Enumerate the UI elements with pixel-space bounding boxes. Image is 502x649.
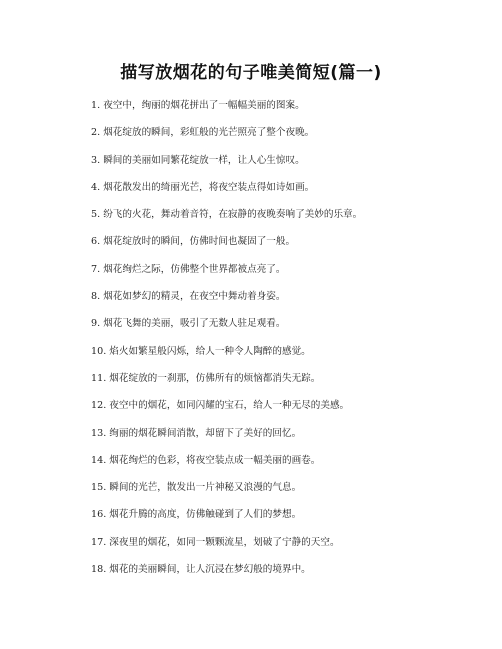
sentence-item: 17. 深夜里的烟花，如同一颗颗流星，划破了宁静的天空。 (91, 536, 340, 548)
sentence-item: 8. 烟花如梦幻的精灵，在夜空中舞动着身姿。 (91, 291, 286, 303)
sentence-item: 18. 烟花的美丽瞬间，让人沉浸在梦幻般的境界中。 (91, 564, 311, 576)
sentence-item: 14. 烟花绚烂的色彩，将夜空装点成一幅美丽的画卷。 (91, 454, 321, 466)
sentence-item: 6. 烟花绽放时的瞬间，仿佛时间也凝固了一般。 (91, 236, 296, 248)
sentence-list (91, 98, 481, 589)
sentence-item: 9. 烟花飞舞的美丽，吸引了无数人驻足观看。 (91, 318, 286, 330)
sentence-item: 12. 夜空中的烟花，如同闪耀的宝石，给人一种无尽的美感。 (91, 400, 350, 412)
document-title: 描写放烟花的句子唯美简短(篇一) (120, 63, 382, 83)
sentence-item: 16. 烟花升腾的高度，仿佛触碰到了人们的梦想。 (91, 509, 302, 521)
sentence-item: 2. 烟花绽放的瞬间，彩虹般的光芒照亮了整个夜晚。 (91, 127, 315, 139)
sentence-item: 3. 瞬间的美丽如同繁花绽放一样，让人心生惊叹。 (91, 154, 305, 166)
sentence-item: 7. 烟花绚烂之际，仿佛整个世界都被点亮了。 (91, 263, 286, 275)
sentence-item: 11. 烟花绽放的一刹那，仿佛所有的烦恼都消失无踪。 (91, 372, 321, 384)
sentence-item: 5. 纷飞的火花，舞动着音符，在寂静的夜晚奏响了美妙的乐章。 (91, 209, 363, 221)
sentence-item: 10. 焰火如繁星般闪烁，给人一种令人陶醉的感觉。 (91, 345, 311, 357)
sentence-item: 1. 夜空中，绚丽的烟花拼出了一幅幅美丽的图案。 (91, 100, 305, 111)
sentence-item: 4. 烟花散发出的绮丽光芒，将夜空装点得如诗如画。 (91, 181, 315, 193)
sentence-item: 13. 绚丽的烟花瞬间消散，却留下了美好的回忆。 (91, 427, 302, 439)
sentence-item: 15. 瞬间的光芒，散发出一片神秘又浪漫的气息。 (91, 482, 302, 494)
